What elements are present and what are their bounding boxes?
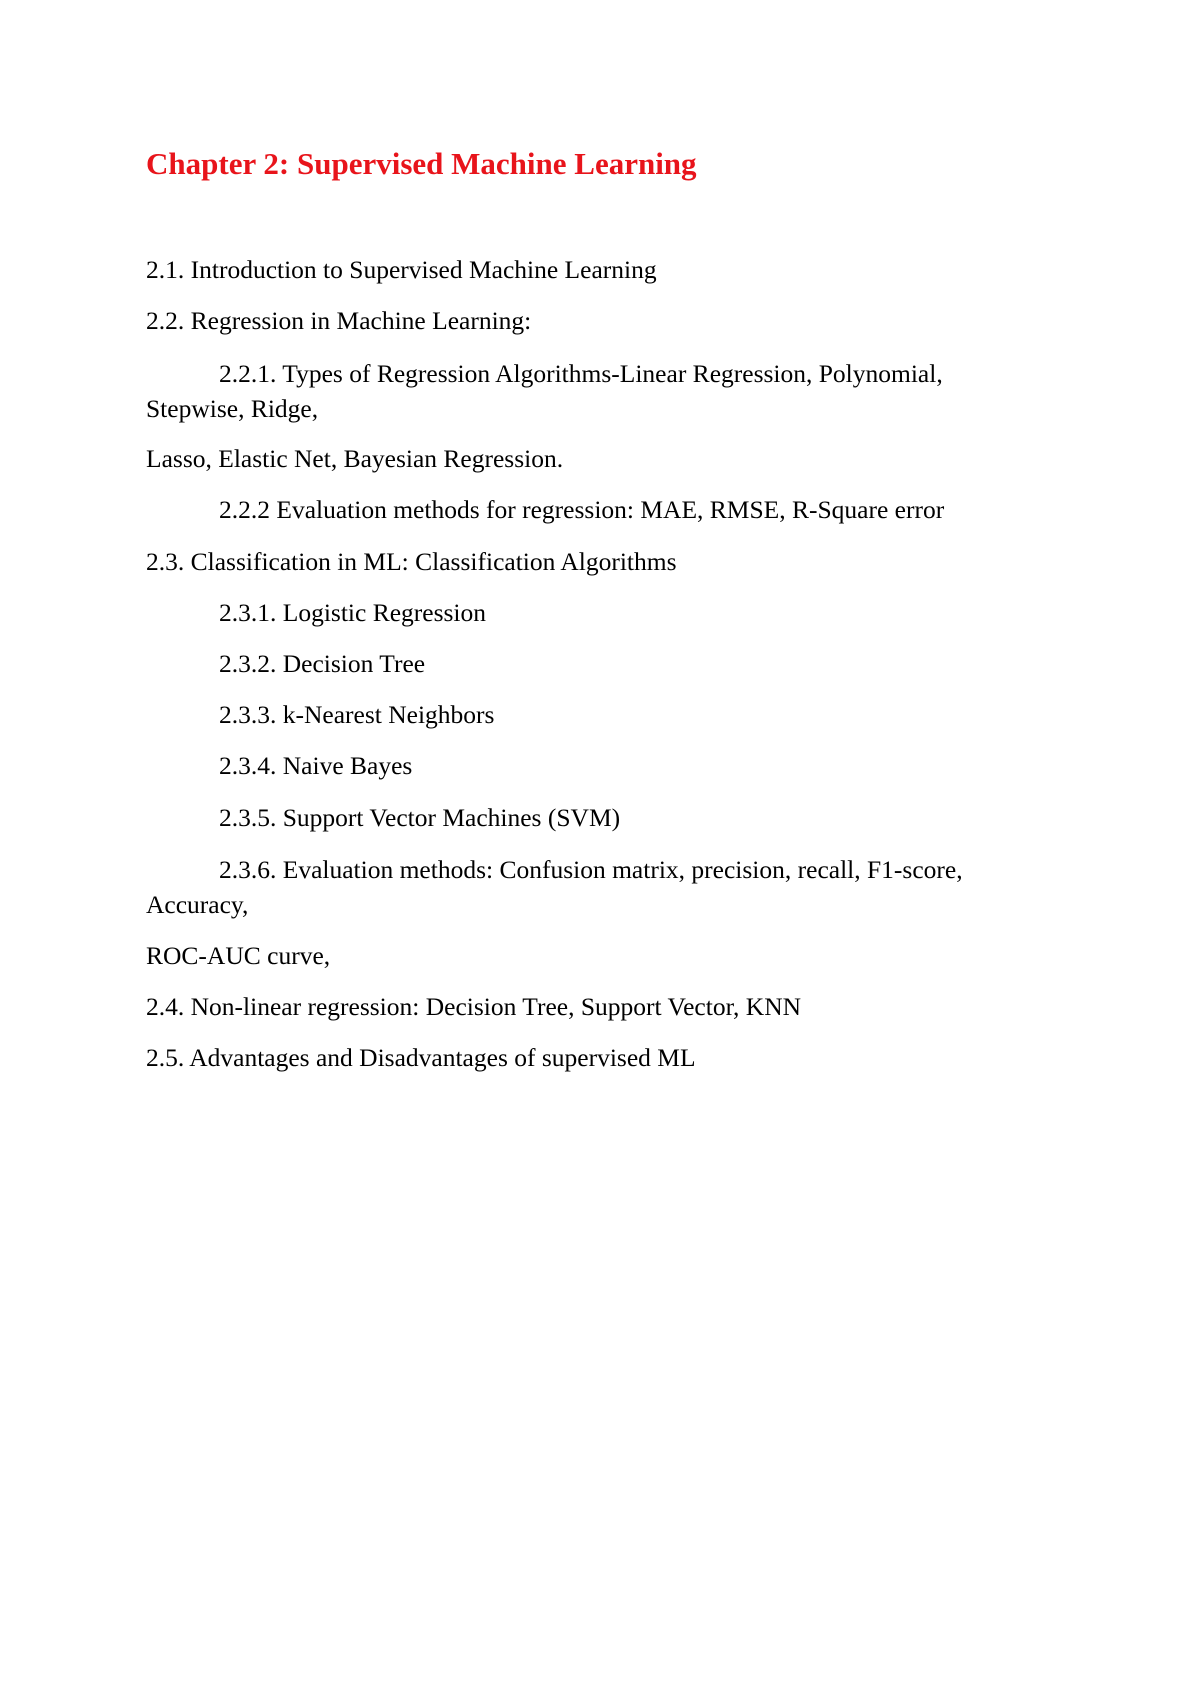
toc-line-2-3-1: 2.3.1. Logistic Regression (219, 598, 487, 627)
toc-line-2-3-4: 2.3.4. Naive Bayes (219, 751, 413, 780)
toc-line-2-3-6-cont-2: ROC-AUC curve, (146, 941, 331, 970)
toc-line-2-3-3: 2.3.3. k-Nearest Neighbors (219, 700, 495, 729)
toc-line-2-3-6-cont-1: Accuracy, (146, 890, 249, 919)
toc-line-2-3: 2.3. Classification in ML: Classification Algorithms (146, 547, 677, 576)
toc-line-2-3-6: 2.3.6. Evaluation methods: Confusion matrix, precision, recall, F1-score, (219, 855, 963, 884)
toc-line-2-3-2: 2.3.2. Decision Tree (219, 649, 426, 678)
toc-line-2-4: 2.4. Non-linear regression: Decision Tree, Support Vector, KNN (146, 992, 802, 1021)
toc-line-2-1: 2.1. Introduction to Supervised Machine Learning (146, 255, 657, 284)
toc-line-2-2: 2.2. Regression in Machine Learning: (146, 306, 532, 335)
toc-line-2-5: 2.5. Advantages and Disadvantages of supervised ML (146, 1043, 696, 1072)
toc-line-2-2-1-cont-2: Lasso, Elastic Net, Bayesian Regression. (146, 444, 564, 473)
toc-line-2-2-1-cont-1: Stepwise, Ridge, (146, 394, 319, 423)
toc-line-2-2-2: 2.2.2 Evaluation methods for regression: MAE, RMSE, R-Square error (219, 495, 945, 524)
toc-line-2-2-1: 2.2.1. Types of Regression Algorithms-Linear Regression, Polynomial, (219, 359, 943, 388)
chapter-title: Chapter 2: Supervised Machine Learning (146, 146, 697, 181)
toc-line-2-3-5: 2.3.5. Support Vector Machines (SVM) (219, 803, 621, 832)
